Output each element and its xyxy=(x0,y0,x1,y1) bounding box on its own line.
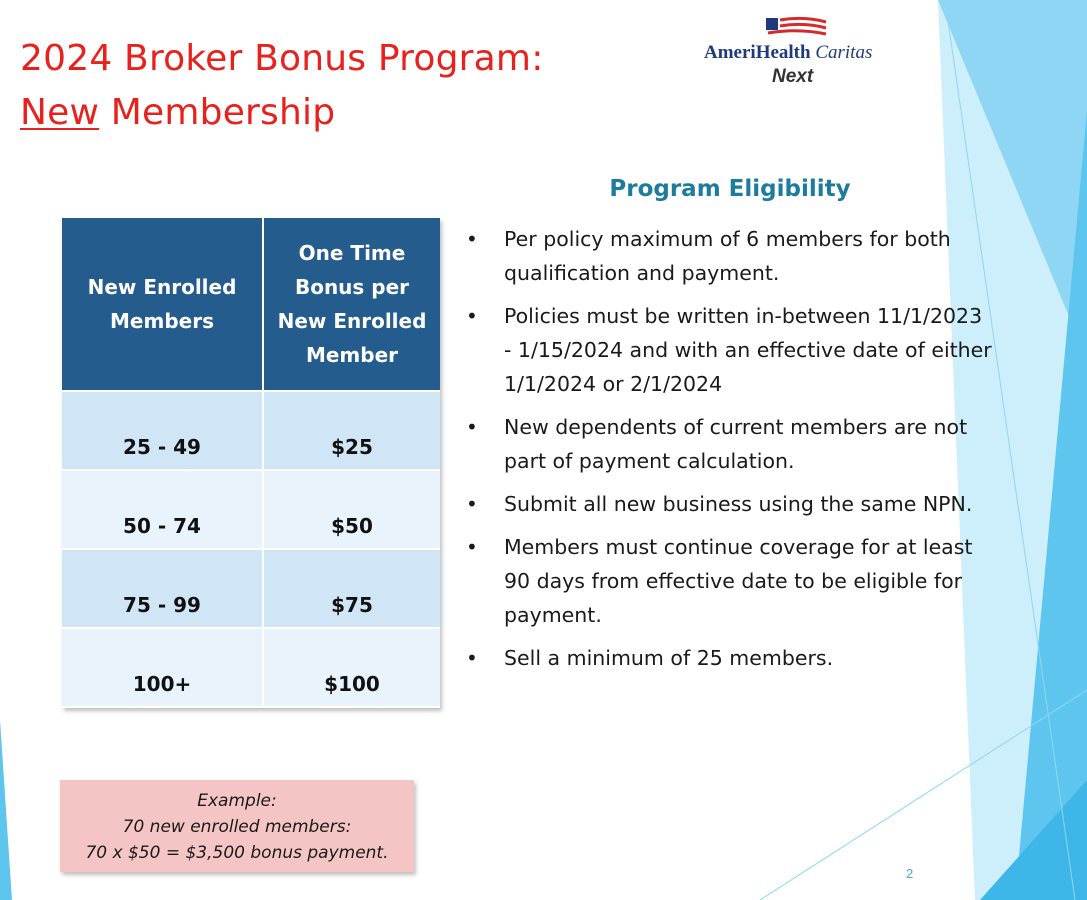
list-item: • New dependents of current members are not part of payment calculation. xyxy=(466,410,996,478)
bullet-icon: • xyxy=(466,227,478,251)
title-line-2-rest: Membership xyxy=(99,92,336,133)
example-callout xyxy=(60,780,414,872)
amerihealth-logo xyxy=(704,14,894,94)
table-row xyxy=(62,391,440,470)
page-number: 2 xyxy=(906,866,914,881)
table-row xyxy=(62,470,440,549)
bullet-icon: • xyxy=(466,646,478,670)
logo-next-text: Next xyxy=(772,66,814,87)
example-line-2: 70 new enrolled members: xyxy=(122,817,352,837)
list-item: • Sell a minimum of 25 members. xyxy=(466,641,996,675)
list-item: • Submit all new business using the same NPN. xyxy=(466,487,996,521)
table-row xyxy=(62,628,440,707)
example-label: Example: xyxy=(197,791,277,811)
table-cell-members: 75 - 99 xyxy=(62,549,263,628)
eligibility-list xyxy=(466,222,996,684)
title-underlined-word: New xyxy=(20,92,100,133)
table-cell-bonus: $50 xyxy=(263,470,440,549)
flag-icon xyxy=(764,16,828,38)
title-line-1: 2024 Broker Bonus Program: xyxy=(20,38,544,79)
table-cell-members: 50 - 74 xyxy=(62,470,263,549)
bonus-table xyxy=(62,218,440,708)
table-cell-bonus: $100 xyxy=(263,628,440,707)
table-cell-bonus: $75 xyxy=(263,549,440,628)
list-item: • Per policy maximum of 6 members for both qualification and payment. xyxy=(466,222,996,290)
bullet-icon: • xyxy=(466,492,478,516)
bullet-icon: • xyxy=(466,415,478,439)
table-row xyxy=(62,549,440,628)
bullet-icon: • xyxy=(466,535,478,559)
header-new-enrolled-members: New Enrolled Members xyxy=(62,218,263,391)
table-cell-members: 25 - 49 xyxy=(62,391,263,470)
title-line-2 xyxy=(20,86,544,140)
table-header-row xyxy=(62,218,440,391)
logo-brand-text: AmeriHealth Caritas xyxy=(704,42,873,63)
header-one-time-bonus: One Time Bonus per New Enrolled Member xyxy=(263,218,440,391)
list-item: • Members must continue coverage for at least 90 days from effective date to be eligible for payment. xyxy=(466,530,996,632)
example-line-3: 70 x $50 = $3,500 bonus payment. xyxy=(85,843,389,863)
page-title xyxy=(20,32,544,140)
bullet-icon: • xyxy=(466,304,478,328)
table-cell-members: 100+ xyxy=(62,628,263,707)
table-cell-bonus: $25 xyxy=(263,391,440,470)
eligibility-heading: Program Eligibility xyxy=(609,176,851,202)
list-item: • Policies must be written in-between 11/1/2023 - 1/15/2024 and with an effective date of either 1/1/2024 or 2/1/2024 xyxy=(466,299,996,401)
